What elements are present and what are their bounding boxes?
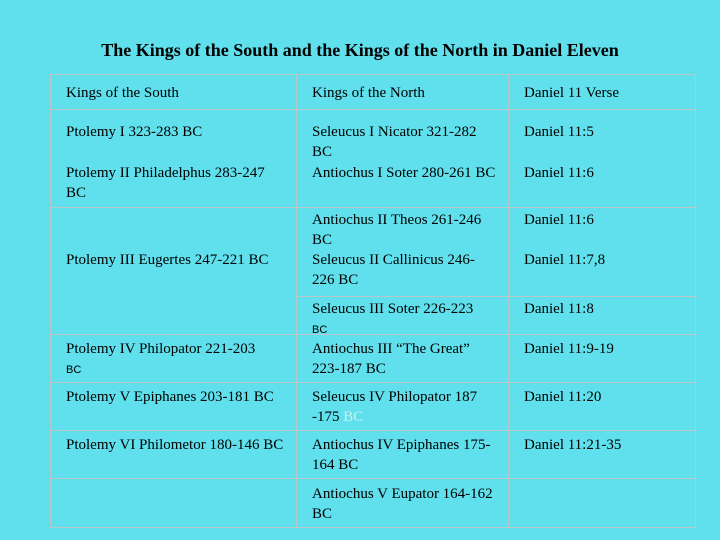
south-cell: Ptolemy III Eugertes 247-221 BC bbox=[66, 252, 269, 268]
column-divider bbox=[296, 75, 297, 527]
verse-cell: Daniel 11:6 bbox=[524, 165, 594, 181]
row-divider bbox=[51, 382, 697, 383]
south-cell: Ptolemy V Epiphanes 203-181 BC bbox=[66, 389, 274, 405]
north-cell-suffix: BC bbox=[343, 409, 364, 425]
north-cell: Antiochus IV Epiphanes 175-164 BC bbox=[312, 437, 491, 473]
row-divider bbox=[51, 207, 697, 208]
verse-cell: Daniel 11:5 bbox=[524, 124, 594, 140]
south-cell: Ptolemy II Philadelphus 283-247 BC bbox=[66, 165, 265, 201]
page-title: The Kings of the South and the Kings of the North in Daniel Eleven bbox=[101, 40, 619, 60]
north-cell: Seleucus I Nicator 321-282 BC bbox=[312, 124, 477, 160]
north-cell bbox=[312, 299, 497, 339]
verse-cell: Daniel 11:20 bbox=[524, 389, 602, 405]
header-verse: Daniel 11 Verse bbox=[524, 85, 619, 101]
row-divider bbox=[51, 430, 697, 431]
north-cell-suffix: BC bbox=[312, 324, 328, 336]
row-divider bbox=[296, 296, 697, 297]
verse-cell: Daniel 11:21-35 bbox=[524, 437, 622, 453]
column-divider bbox=[508, 75, 509, 527]
verse-cell: Daniel 11:8 bbox=[524, 301, 594, 317]
south-cell: Ptolemy VI Philometor 180-146 BC bbox=[66, 437, 284, 453]
south-cell-suffix: BC bbox=[66, 364, 82, 376]
north-cell: Seleucus II Callinicus 246-226 BC bbox=[312, 252, 475, 288]
north-cell: Antiochus I Soter 280-261 BC bbox=[312, 165, 496, 181]
verse-cell: Daniel 11:6 bbox=[524, 212, 594, 228]
north-cell-text: Seleucus III Soter 226-223 bbox=[312, 301, 474, 317]
south-cell-text: Ptolemy IV Philopator 221-203 bbox=[66, 341, 256, 357]
north-cell-text: Seleucus IV Philopator 187 -175 bbox=[312, 389, 478, 425]
south-cell: Ptolemy I 323-283 BC bbox=[66, 124, 203, 140]
north-cell: Antiochus III “The Great” 223-187 BC bbox=[312, 341, 470, 377]
header-north: Kings of the North bbox=[312, 85, 425, 101]
row-divider bbox=[51, 478, 697, 479]
verse-cell: Daniel 11:7,8 bbox=[524, 252, 606, 268]
header-south: Kings of the South bbox=[66, 85, 179, 101]
south-cell bbox=[66, 339, 291, 379]
north-cell bbox=[312, 387, 497, 427]
kings-table bbox=[50, 74, 696, 528]
north-cell: Antiochus II Theos 261-246 BC bbox=[312, 212, 482, 248]
verse-cell: Daniel 11:9-19 bbox=[524, 341, 614, 357]
north-cell: Antiochus V Eupator 164-162 BC bbox=[312, 486, 493, 522]
row-divider bbox=[51, 109, 697, 110]
